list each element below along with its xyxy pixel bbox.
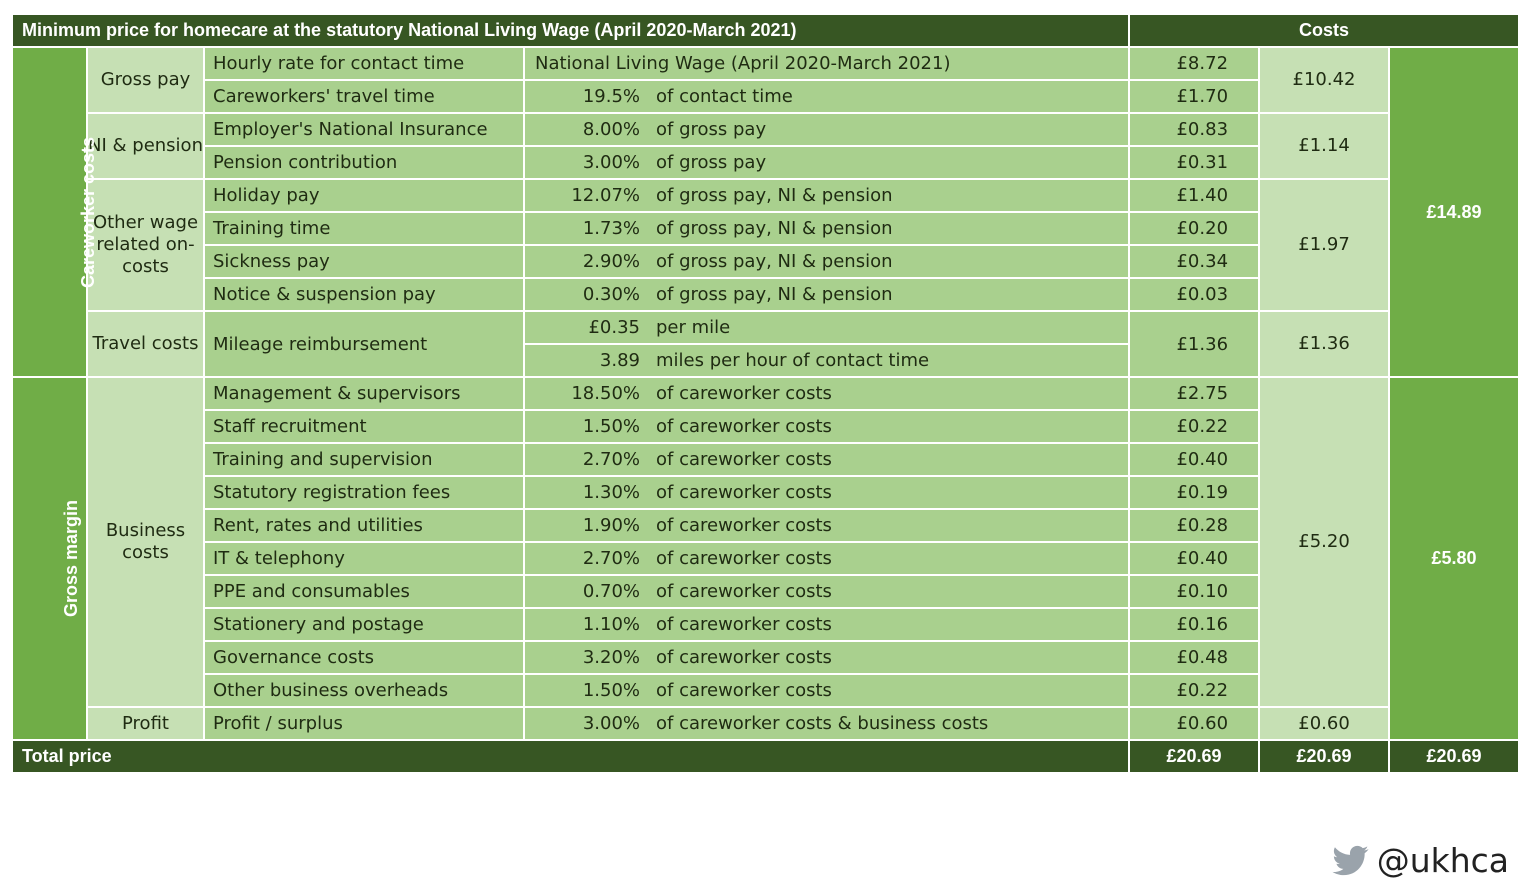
row-amount: £0.10 (1129, 575, 1259, 608)
group-label-business: Business costs (87, 377, 204, 707)
row-note: 1.50% of careworker costs (524, 410, 1129, 443)
costs-header: Costs (1129, 14, 1519, 47)
row-item: Holiday pay (204, 179, 524, 212)
row-amount: £0.16 (1129, 608, 1259, 641)
price-table-container (11, 13, 1518, 774)
row-item: Profit / surplus (204, 707, 524, 740)
row-item: Employer's National Insurance (204, 113, 524, 146)
subtotal-ni-pension: £1.14 (1259, 113, 1389, 179)
row-amount: £0.83 (1129, 113, 1259, 146)
row-item: Hourly rate for contact time (204, 47, 524, 80)
row-note: 18.50% of careworker costs (524, 377, 1129, 410)
header-row (12, 14, 1519, 47)
subtotal-gross-pay: £10.42 (1259, 47, 1389, 113)
row-note: 8.00% of gross pay (524, 113, 1129, 146)
twitter-credit (1331, 838, 1509, 882)
row-amount: £1.36 (1129, 311, 1259, 377)
row-item: Mileage reimbursement (204, 311, 524, 377)
table-row (12, 707, 1519, 740)
table-row (12, 377, 1519, 410)
row-item: PPE and consumables (204, 575, 524, 608)
row-amount: £0.48 (1129, 641, 1259, 674)
row-amount: £1.40 (1129, 179, 1259, 212)
twitter-handle: @ukhca (1376, 840, 1509, 880)
row-item: Training time (204, 212, 524, 245)
row-note: 3.00% of careworker costs & business costs (524, 707, 1129, 740)
total-price-3: £20.69 (1389, 740, 1519, 773)
row-item: Sickness pay (204, 245, 524, 278)
table-title: Minimum price for homecare at the statutory National Living Wage (April 2020-March 2021) (12, 14, 1129, 47)
row-note: National Living Wage (April 2020-March 2021) (524, 47, 1129, 80)
row-amount: £0.34 (1129, 245, 1259, 278)
total-price-2: £20.69 (1259, 740, 1389, 773)
row-note: 2.90% of gross pay, NI & pension (524, 245, 1129, 278)
row-note: £0.35 per mile (524, 311, 1129, 344)
row-amount: £2.75 (1129, 377, 1259, 410)
row-amount: £0.22 (1129, 674, 1259, 707)
row-item: Governance costs (204, 641, 524, 674)
row-item: Statutory registration fees (204, 476, 524, 509)
row-note: 19.5% of contact time (524, 80, 1129, 113)
row-note: 1.30% of careworker costs (524, 476, 1129, 509)
row-amount: £8.72 (1129, 47, 1259, 80)
total-label: Total price (12, 740, 1129, 773)
row-note: 0.70% of careworker costs (524, 575, 1129, 608)
row-note: 12.07% of gross pay, NI & pension (524, 179, 1129, 212)
row-amount: £0.40 (1129, 443, 1259, 476)
section-total-margin: £5.80 (1389, 377, 1519, 740)
group-label-travel: Travel costs (87, 311, 204, 377)
row-note: 3.20% of careworker costs (524, 641, 1129, 674)
section-label-margin: Gross margin (12, 377, 87, 740)
group-label-profit: Profit (87, 707, 204, 740)
section-total-careworker: £14.89 (1389, 47, 1519, 377)
row-note: 0.30% of gross pay, NI & pension (524, 278, 1129, 311)
row-note: 2.70% of careworker costs (524, 542, 1129, 575)
row-amount: £0.20 (1129, 212, 1259, 245)
row-note-secondary: 3.89 miles per hour of contact time (524, 344, 1129, 377)
twitter-bird-icon (1331, 842, 1371, 878)
row-item: Notice & suspension pay (204, 278, 524, 311)
row-item: Staff recruitment (204, 410, 524, 443)
subtotal-travel: £1.36 (1259, 311, 1389, 377)
group-label-ni-pension: NI & pension (87, 113, 204, 179)
homecare-price-table (11, 13, 1520, 774)
row-amount: £0.19 (1129, 476, 1259, 509)
row-amount: £0.28 (1129, 509, 1259, 542)
row-amount: £1.70 (1129, 80, 1259, 113)
table-row (12, 113, 1519, 146)
section-label-careworker: Careworker costs (12, 47, 87, 377)
table-row (12, 311, 1519, 344)
row-note: 1.10% of careworker costs (524, 608, 1129, 641)
row-note: 2.70% of careworker costs (524, 443, 1129, 476)
row-note: 1.73% of gross pay, NI & pension (524, 212, 1129, 245)
subtotal-business: £5.20 (1259, 377, 1389, 707)
row-item: Pension contribution (204, 146, 524, 179)
row-note: 1.90% of careworker costs (524, 509, 1129, 542)
row-item: Rent, rates and utilities (204, 509, 524, 542)
row-amount: £0.60 (1129, 707, 1259, 740)
row-item: Management & supervisors (204, 377, 524, 410)
row-note: 1.50% of careworker costs (524, 674, 1129, 707)
total-price-1: £20.69 (1129, 740, 1259, 773)
row-amount: £0.03 (1129, 278, 1259, 311)
row-amount: £0.40 (1129, 542, 1259, 575)
group-label-gross-pay: Gross pay (87, 47, 204, 113)
row-note: 3.00% of gross pay (524, 146, 1129, 179)
subtotal-profit: £0.60 (1259, 707, 1389, 740)
total-row (12, 740, 1519, 773)
row-amount: £0.31 (1129, 146, 1259, 179)
row-item: Stationery and postage (204, 608, 524, 641)
row-item: Careworkers' travel time (204, 80, 524, 113)
table-row (12, 47, 1519, 80)
row-item: Other business overheads (204, 674, 524, 707)
row-item: Training and supervision (204, 443, 524, 476)
table-row (12, 179, 1519, 212)
group-label-other-wage: Other wage related on-costs (87, 179, 204, 311)
row-item: IT & telephony (204, 542, 524, 575)
subtotal-other-wage: £1.97 (1259, 179, 1389, 311)
row-amount: £0.22 (1129, 410, 1259, 443)
